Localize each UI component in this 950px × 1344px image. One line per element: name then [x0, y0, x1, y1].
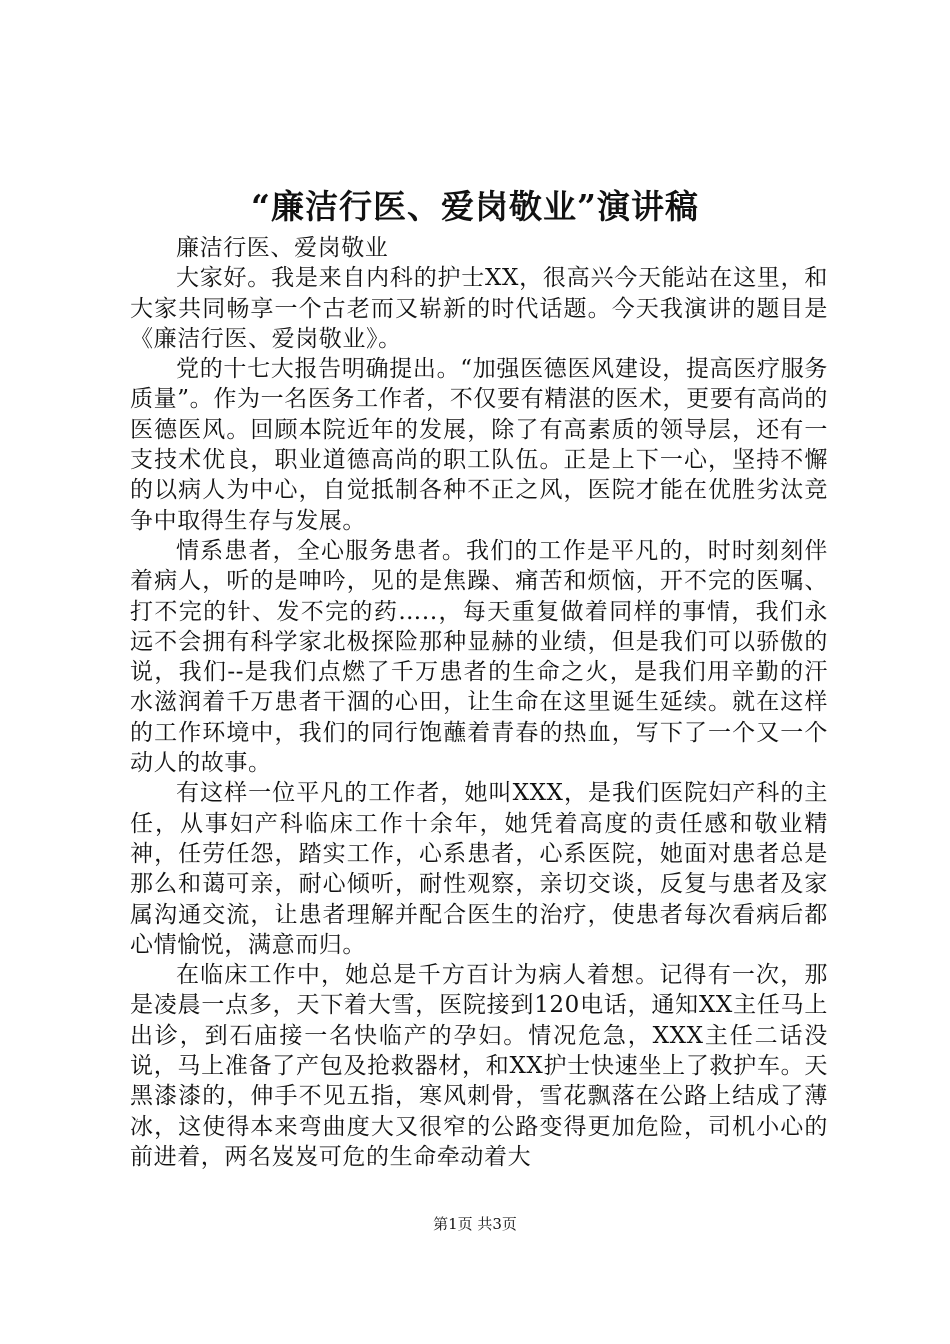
document-body	[130, 233, 828, 1172]
document-title: “廉洁行医、爱岗敬业”演讲稿	[251, 187, 699, 226]
paragraph: 有这样一位平凡的工作者，她叫XXX，是我们医院妇产科的主任，从事妇产科临床工作十余年，她凭着高度的责任感和敬业精神，任劳任怨，踏实工作，心系患者，心系医院，她面对患者总是那么和蔼可亲，耐心倾听，耐性观察，亲切交谈，反复与患者及家属沟通交流，让患者理解并配合医生的治疗，使患者每次看病后都心情愉悦，满意而归。	[130, 780, 828, 958]
paragraph: 大家好。我是来自内科的护士XX，很高兴今天能站在这里，和大家共同畅享一个古老而又崭新的时代话题。今天我演讲的题目是《廉洁行医、爱岗敬业》。	[130, 265, 828, 352]
paragraph: 在临床工作中，她总是千方百计为病人着想。记得有一次，那是凌晨一点多，天下着大雪，医院接到120电话，通知XX主任马上出诊，到石庙接一名快临产的孕妇。情况危急，XXX主任二话没说，马上准备了产包及抢救器材，和XX护士快速坐上了救护车。天黑漆漆的，伸手不见五指，寒风刺骨，雪花飘落在公路上结成了薄冰，这使得本来弯曲度大又很窄的公路变得更加危险，司机小心的前进着，两名岌岌可危的生命牵动着大	[130, 962, 828, 1170]
paragraph: 党的十七大报告明确提出。“加强医德医风建设，提高医疗服务质量”。作为一名医务工作者，不仅要有精湛的医术，更要有高尚的医德医风。回顾本院近年的发展，除了有高素质的领导层，还有一支技术优良，职业道德高尚的职工队伍。正是上下一心，坚持不懈的以病人为中心，自觉抵制各种不正之风，医院才能在优胜劣汰竞争中取得生存与发展。	[130, 356, 828, 534]
page-number-footer: 第1页 共3页	[433, 1215, 517, 1233]
paragraph-subtitle: 廉洁行医、爱岗敬业	[176, 235, 389, 261]
paragraph: 情系患者，全心服务患者。我们的工作是平凡的，时时刻刻伴着病人，听的是呻吟，见的是焦躁、痛苦和烦恼，开不完的医嘱、打不完的针、发不完的药…..，每天重复做着同样的事情，我们永远不会拥有科学家北极探险那种显赫的业绩，但是我们可以骄傲的说，我们--是我们点燃了千万患者的生命之火，是我们用辛勤的汗水滋润着千万患者干涸的心田，让生命在这里诞生延续。就在这样的工作环境中，我们的同行饱蘸着青春的热血，写下了一个又一个动人的故事。	[130, 537, 828, 777]
